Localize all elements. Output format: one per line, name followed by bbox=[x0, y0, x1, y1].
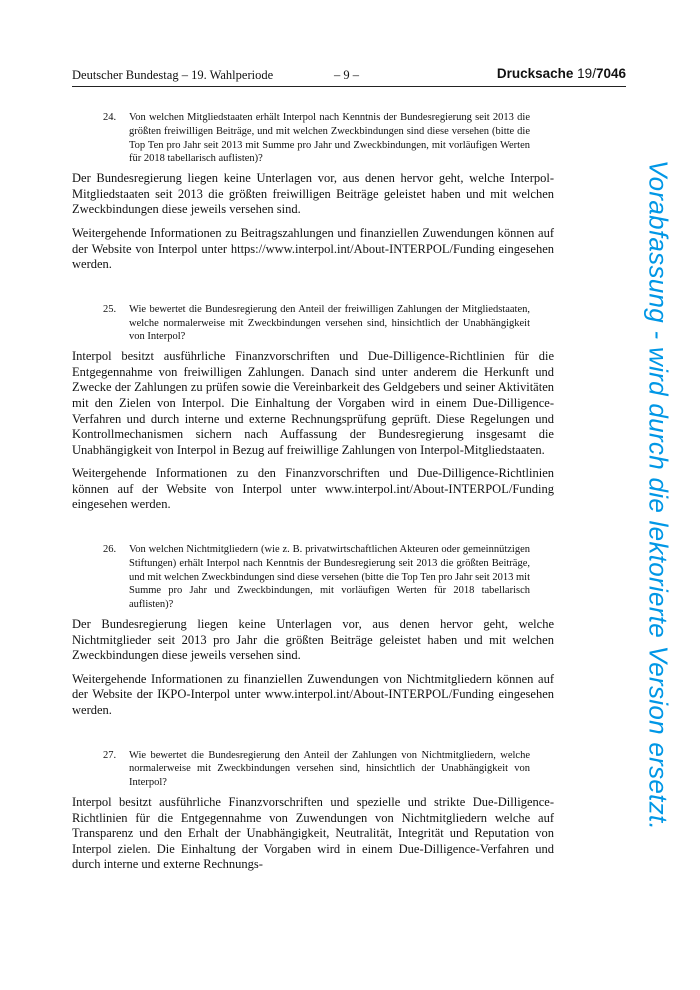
document-number bbox=[497, 66, 626, 81]
question-26 bbox=[72, 543, 530, 612]
draft-watermark: Vorabfassung - wird durch die lektorierte Version ersetzt. bbox=[643, 159, 674, 831]
document-number-prefix: Drucksache bbox=[496, 66, 574, 81]
answer-paragraph: Der Bundesregierung liegen keine Unterlagen vor, aus denen hervor geht, welche Nichtmitglieder seit 2013 pro Jahr die größten Beiträge geleistet haben und mit welchen Zweckbindungen diese jeweils versehen sind. bbox=[72, 617, 554, 663]
question-24 bbox=[72, 111, 530, 166]
answer-paragraph: Weitergehende Informationen zu finanziellen Zuwendungen von Nichtmitgliedern können auf der Website der IKPO-Interpol unter www.interpol.int/About-INTERPOL/Funding eingesehen werden. bbox=[72, 671, 554, 718]
document-number-bold: 7046 bbox=[595, 66, 626, 81]
question-number: 27. bbox=[103, 749, 117, 761]
question-number: 25. bbox=[103, 303, 117, 315]
question-text: Wie bewertet die Bundesregierung den Anteil der freiwilligen Zahlungen der Mitgliedstaaten, welche normalerweise mit Zweckbindungen versehen sind, hinsichtlich der Unabhängigkeit von Interpol? bbox=[129, 303, 530, 343]
page-number: – 9 – bbox=[334, 68, 359, 82]
question-number: 26. bbox=[103, 544, 117, 556]
document-number-plain: 19/ bbox=[577, 66, 596, 81]
answer-paragraph: Interpol besitzt ausführliche Finanzvorschriften und Due-Dilligence-Richtlinien für die Entgegennahme von freiwilligen Zahlungen. Danach sind unter anderem die Herkunft und Zwecke der Zahlungen zu prüfen sowie die Vereinbarkeit des Geldgebers und seiner Aktivitäten mit den Zielen von Interpol. Die Einhaltung der Vorgaben wird in einem Due-Dilligence-Verfahren und durch interne und externe Rechnungsprüfung geprüft. Diese Regelungen und Kontrollmechanismen sichern nach Auffassung der Bundesregierung insgesamt die Unabhängigkeit von Interpol in Bezug auf freiwillige Zahlungen von Interpol-Mitgliedstaaten. bbox=[72, 349, 554, 457]
answer-paragraph: Interpol besitzt ausführliche Finanzvorschriften und spezielle und strikte Due-Dilligence-Richtlinien für die Entgegennahme von Zuwendungen von Nichtmitgliedern welche auf Transparenz und den Erhalt der Unabhängigkeit, Neutralität, Integrität und Reputation von Interpol zielen. Die Einhaltung der Vorgaben wird in einem Due-Dilligence-Verfahren und durch interne und externe Rechnungs- bbox=[72, 795, 554, 872]
answer-paragraph: Weitergehende Informationen zu den Finanzvorschriften und Due-Dilligence-Richtlinien können auf der Website von Interpol unter www.interpol.int/About-INTERPOL/Funding eingesehen werden. bbox=[72, 466, 554, 512]
page-header bbox=[72, 68, 626, 87]
question-text: Von welchen Mitgliedstaaten erhält Interpol nach Kenntnis der Bundesregierung seit 2013 die größten freiwilligen Beiträge, und mit welchen Zweckbindungen sind diese versehen (bitte die Top Ten pro Jahr seit 2013 mit Summe pro Jahr und Zweckbindungen, mit vorläufigen Werten für 2018 tabellarisch auflisten)? bbox=[129, 112, 530, 165]
question-text: Wie bewertet die Bundesregierung den Anteil der Zahlungen von Nichtmitgliedern, welche normalerweise mit Zweckbindungen versehen sind, hinsichtlich der Unabhängigkeit von Interpol? bbox=[129, 749, 530, 789]
question-text: Von welchen Nichtmitgliedern (wie z. B. privatwirtschaftlichen Akteuren oder gemeinnützigen Stiftungen) erhält Interpol nach Kenntnis der Bundesregierung seit 2013 die größten Beiträge, und mit welchen Zweckbindungen sind diese versehen (bitte die Top Ten pro Jahr seit 2013 mit Summe pro Jahr und Zweckbindungen, mit vorläufigen Werten für 2018 tabellarisch auflisten)? bbox=[129, 544, 530, 611]
question-27 bbox=[72, 749, 530, 790]
answer-paragraph: Der Bundesregierung liegen keine Unterlagen vor, aus denen hervor geht, welche Interpol-Mitgliedstaaten seit 2013 die größten freiwilligen Beiträge geleistet haben und mit welchen Zweckbindungen diese jeweils versehen sind. bbox=[72, 171, 554, 217]
question-number: 24. bbox=[103, 112, 117, 123]
answer-paragraph: Weitergehende Informationen zu Beitragszahlungen und finanziellen Zuwendungen können auf der Website von Interpol unter https://www.interpol.int/About-INTERPOL/Funding eingesehen werden. bbox=[72, 225, 554, 272]
header-publisher: Deutscher Bundestag – 19. Wahlperiode bbox=[72, 68, 274, 82]
document-body bbox=[72, 111, 554, 881]
question-25 bbox=[72, 303, 530, 344]
